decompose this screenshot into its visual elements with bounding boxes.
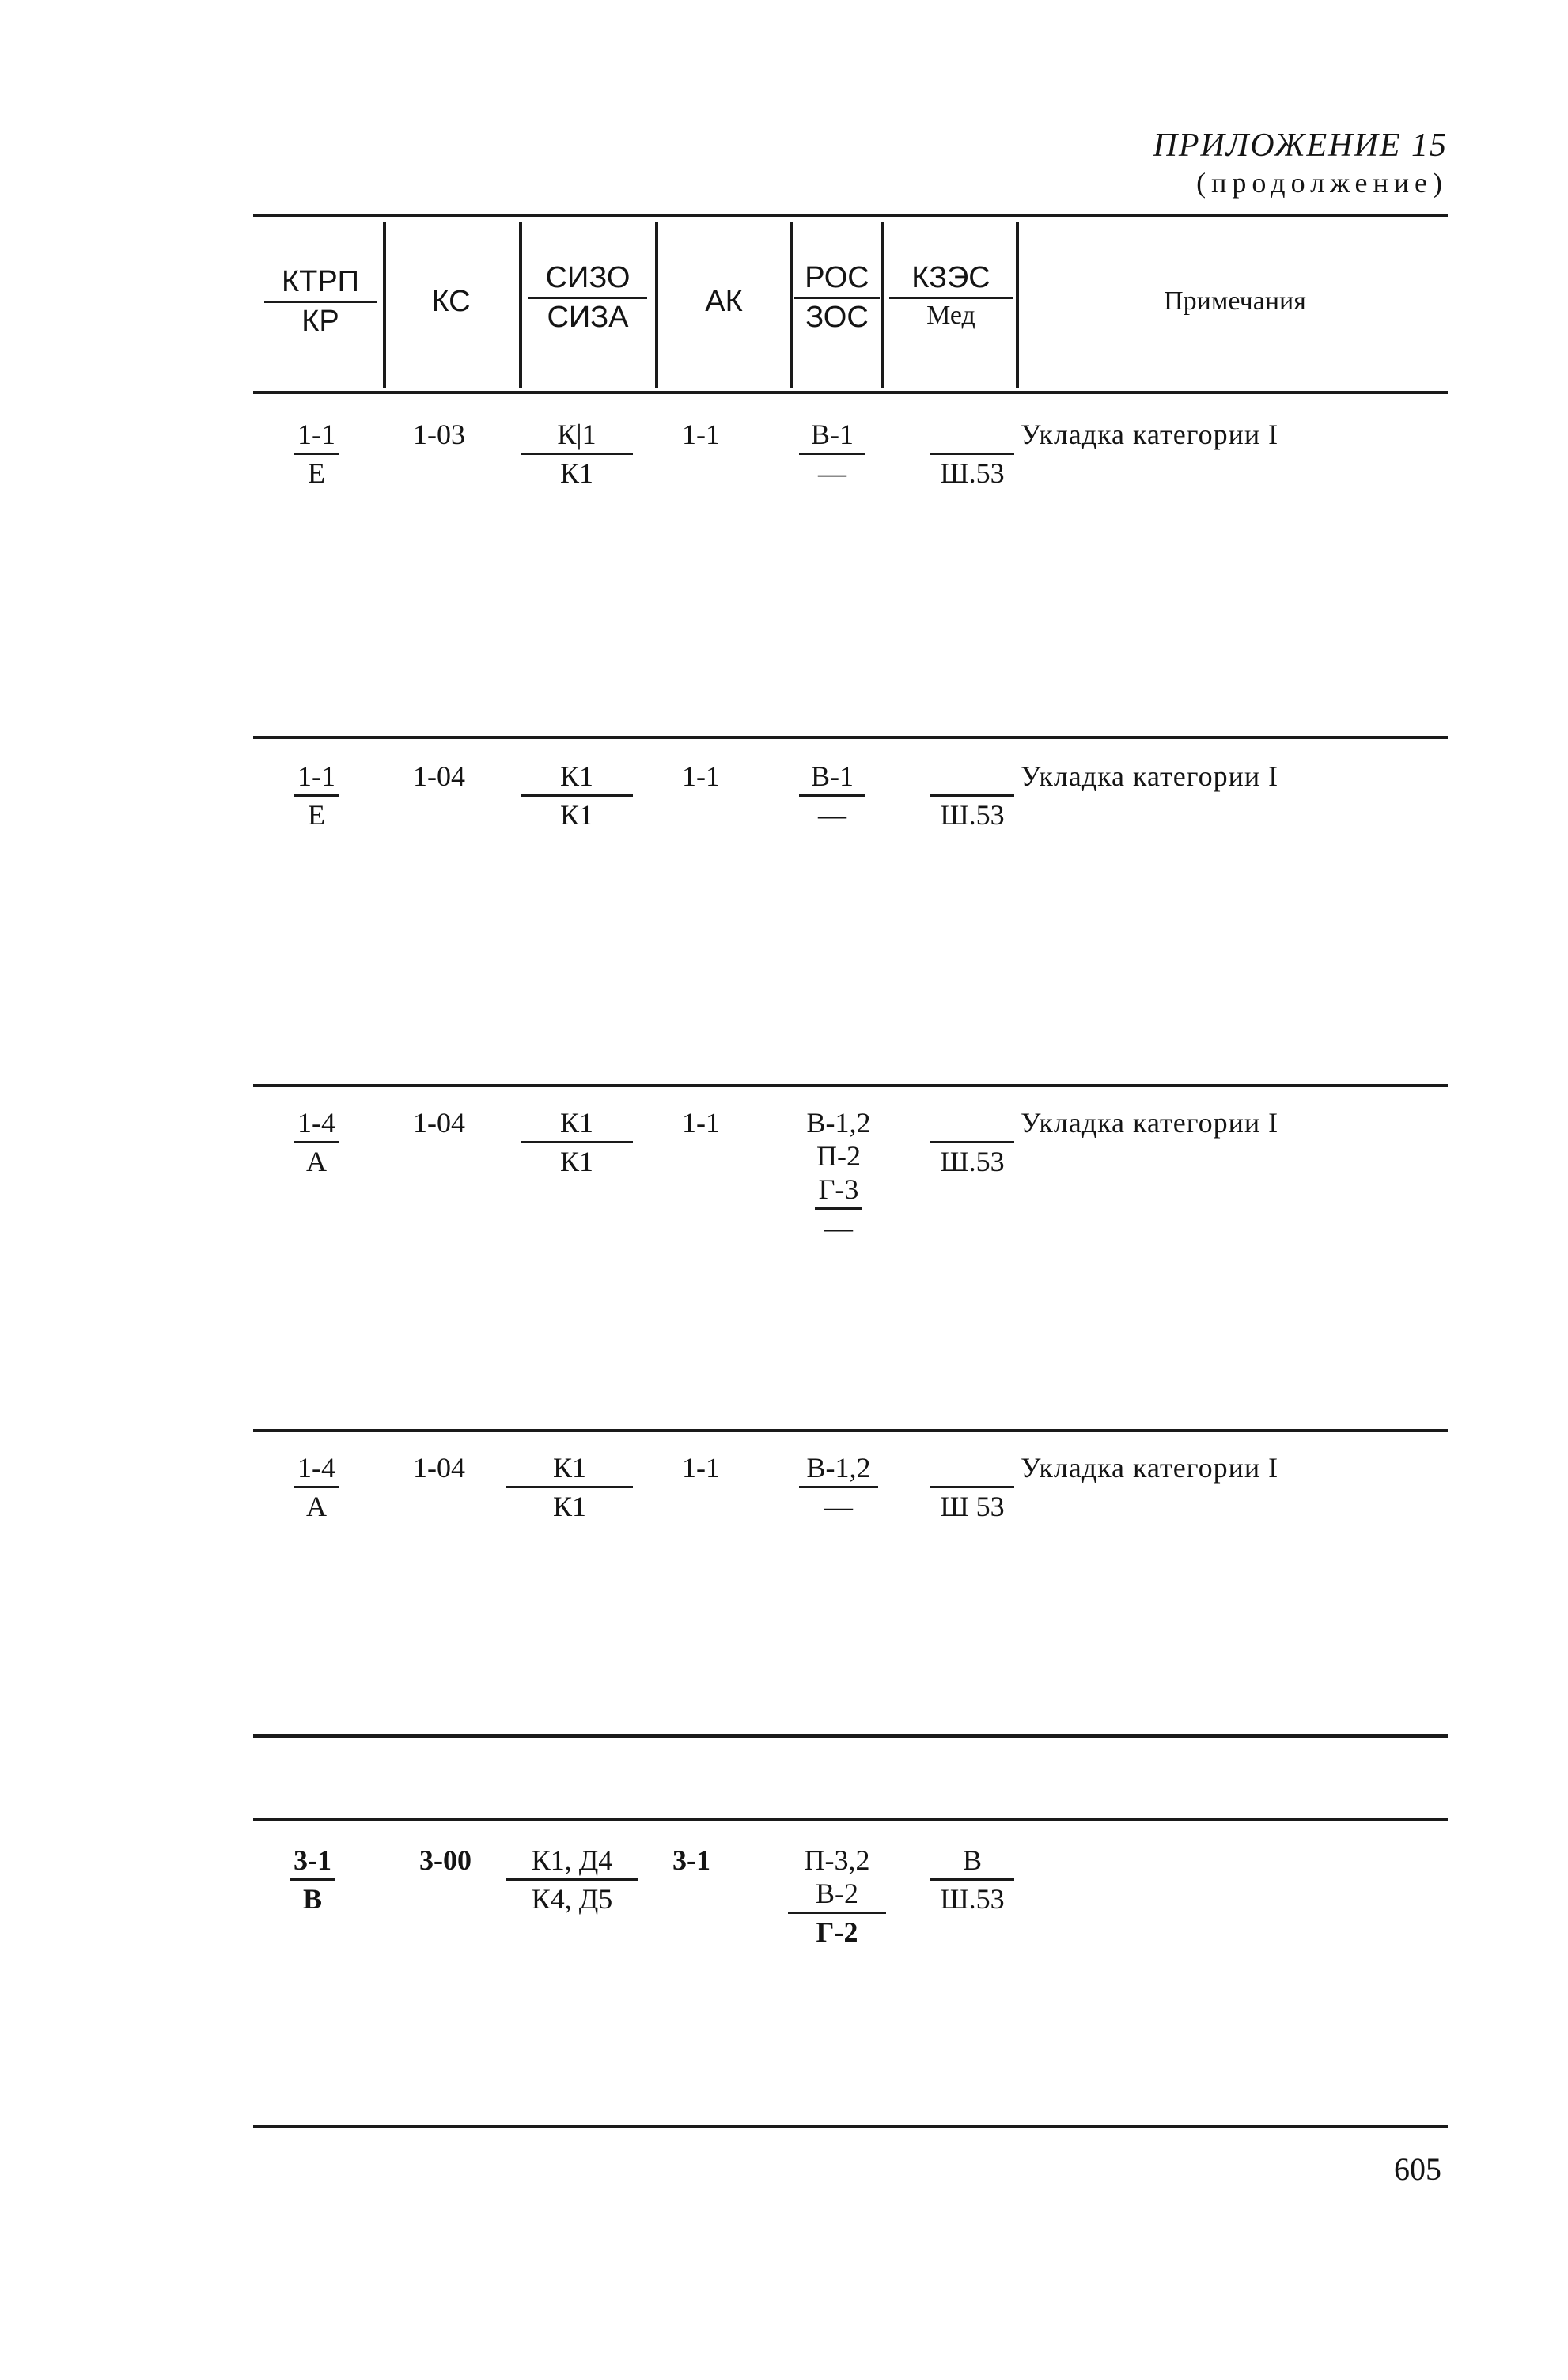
fraction-bar bbox=[506, 1878, 638, 1881]
med-value: Ш.53 bbox=[940, 457, 1005, 489]
ktrp-value: 1-1 bbox=[297, 760, 335, 792]
column-header-kzes-med bbox=[889, 261, 1013, 331]
column-divider bbox=[383, 222, 386, 388]
med-value: Ш 53 bbox=[940, 1491, 1005, 1522]
column-divider bbox=[519, 222, 522, 388]
sizo-value: К1 bbox=[559, 1107, 593, 1139]
fraction-bar bbox=[930, 1486, 1014, 1488]
siza-value: К1 bbox=[552, 1491, 586, 1522]
appendix-heading bbox=[1153, 127, 1448, 199]
header-zos: ЗОС bbox=[805, 301, 869, 334]
column-header-ks: КС bbox=[431, 285, 471, 318]
fraction-bar bbox=[294, 453, 339, 455]
zos-value: — bbox=[818, 457, 846, 489]
cell-ktrp-kr bbox=[281, 1451, 352, 1523]
fraction-bar bbox=[930, 1141, 1014, 1143]
column-divider bbox=[790, 222, 793, 388]
fraction-bar bbox=[815, 1207, 862, 1210]
siza-value: К1 bbox=[559, 1146, 593, 1177]
header-ros: РОС bbox=[805, 261, 869, 294]
note-value: Укладка категории I bbox=[1021, 1452, 1279, 1484]
table-row bbox=[0, 418, 1568, 536]
fraction-bar bbox=[521, 794, 633, 797]
ros-value: П-2 bbox=[816, 1140, 861, 1172]
fraction-bar bbox=[794, 297, 880, 299]
header-kr: КР bbox=[301, 305, 339, 338]
siza-value: К4, Д5 bbox=[531, 1883, 613, 1915]
med-value: Ш.53 bbox=[940, 1883, 1005, 1915]
cell-ktrp-kr bbox=[281, 760, 352, 832]
table-row bbox=[0, 760, 1568, 878]
kzes-value bbox=[930, 418, 1014, 451]
column-header-notes: Примечания bbox=[1164, 286, 1306, 316]
cell-sizo-siza bbox=[521, 418, 633, 490]
sizo-value: К|1 bbox=[557, 419, 597, 450]
row-separator bbox=[253, 1084, 1448, 1087]
page-number: 605 bbox=[1394, 2151, 1441, 2187]
cell-kzes-med bbox=[930, 1451, 1014, 1523]
fraction-bar bbox=[294, 1486, 339, 1488]
cell-ros-zos bbox=[799, 1106, 878, 1245]
column-divider bbox=[881, 222, 884, 388]
ros-value: Г-3 bbox=[818, 1173, 859, 1205]
sizo-value: К1 bbox=[552, 1452, 586, 1484]
fraction-bar bbox=[788, 1912, 886, 1914]
cell-ktrp-kr bbox=[281, 418, 352, 490]
ak-value: 1-1 bbox=[682, 419, 720, 450]
ros-value: В-1 bbox=[811, 760, 854, 792]
column-header-ros-zos bbox=[794, 261, 880, 335]
siza-value: К1 bbox=[559, 799, 593, 831]
fraction-bar bbox=[799, 1486, 878, 1488]
fraction-bar bbox=[930, 1878, 1014, 1881]
kzes-value bbox=[930, 760, 1014, 793]
table-bottom-rule bbox=[253, 2125, 1448, 2128]
cell-ros-zos bbox=[799, 1451, 878, 1523]
sizo-value: К1, Д4 bbox=[531, 1844, 613, 1876]
header-med: Мед bbox=[926, 301, 975, 330]
ktrp-value: 1-4 bbox=[297, 1107, 335, 1139]
ak-value: 3-1 bbox=[672, 1844, 710, 1876]
zos-value: — bbox=[824, 1212, 853, 1244]
header-sizo: СИЗО bbox=[545, 261, 631, 294]
fraction-bar bbox=[889, 297, 1013, 299]
fraction-bar bbox=[506, 1486, 633, 1488]
cell-sizo-siza bbox=[521, 1106, 633, 1178]
med-value: Ш.53 bbox=[940, 1146, 1005, 1177]
cell-sizo-siza bbox=[506, 1844, 638, 1916]
fraction-bar bbox=[930, 453, 1014, 455]
row-separator bbox=[253, 1734, 1448, 1738]
ktrp-value: 1-1 bbox=[297, 419, 335, 450]
ktrp-value: 1-4 bbox=[297, 1452, 335, 1484]
note-value: Укладка категории I bbox=[1021, 760, 1279, 792]
ros-value: В-1,2 bbox=[806, 1452, 871, 1484]
zos-value: — bbox=[818, 799, 846, 831]
table-row bbox=[0, 1844, 1568, 2002]
fraction-bar bbox=[290, 1878, 335, 1881]
ks-value: 3-00 bbox=[419, 1844, 472, 1876]
column-header-ktrp-kr bbox=[261, 265, 380, 339]
ak-value: 1-1 bbox=[682, 1107, 720, 1139]
column-header-ak: АК bbox=[705, 285, 743, 318]
ak-value: 1-1 bbox=[682, 760, 720, 792]
row-separator bbox=[253, 1818, 1448, 1821]
cell-ktrp-kr bbox=[277, 1844, 348, 1916]
cell-kzes-med bbox=[930, 1106, 1014, 1178]
cell-ktrp-kr bbox=[281, 1106, 352, 1178]
cell-kzes-med bbox=[930, 418, 1014, 490]
cell-sizo-siza bbox=[506, 1451, 633, 1523]
appendix-subtitle: (продолжение) bbox=[1196, 167, 1448, 199]
fraction-bar bbox=[528, 297, 647, 299]
table-header-rule bbox=[253, 391, 1448, 394]
header-ktrp: КТРП bbox=[281, 265, 359, 298]
ktrp-value: 3-1 bbox=[294, 1844, 331, 1876]
fraction-bar bbox=[294, 794, 339, 797]
ks-value: 1-04 bbox=[413, 1107, 465, 1139]
table-top-rule bbox=[253, 214, 1448, 217]
ak-value: 1-1 bbox=[682, 1452, 720, 1484]
note-value: Укладка категории I bbox=[1021, 1107, 1279, 1139]
cell-kzes-med bbox=[930, 1844, 1014, 1916]
cell-ros-zos bbox=[799, 418, 865, 490]
kr-value: А bbox=[306, 1491, 327, 1522]
ros-value: В-1,2 bbox=[806, 1107, 871, 1139]
column-header-sizo-siza bbox=[528, 261, 647, 335]
header-kzes: КЗЭС bbox=[911, 261, 990, 294]
ks-value: 1-04 bbox=[413, 760, 465, 792]
table-row bbox=[0, 1451, 1568, 1570]
fraction-bar bbox=[799, 453, 865, 455]
fraction-bar bbox=[521, 453, 633, 455]
kzes-value bbox=[930, 1451, 1014, 1484]
cell-kzes-med bbox=[930, 760, 1014, 832]
kr-value: Е bbox=[308, 799, 325, 831]
ros-value: П-3,2 bbox=[804, 1844, 870, 1876]
zos-value: — bbox=[824, 1491, 853, 1522]
ros-value: Г-2 bbox=[816, 1916, 858, 1948]
column-divider bbox=[655, 222, 658, 388]
ks-value: 1-04 bbox=[413, 1452, 465, 1484]
fraction-bar bbox=[294, 1141, 339, 1143]
kr-value: В bbox=[302, 1883, 322, 1915]
kr-value: Е bbox=[308, 457, 325, 489]
ros-value: В-1 bbox=[811, 419, 854, 450]
fraction-bar bbox=[521, 1141, 633, 1143]
column-divider bbox=[1016, 222, 1019, 388]
appendix-title: ПРИЛОЖЕНИЕ 15 bbox=[1153, 127, 1448, 164]
fraction-bar bbox=[799, 794, 865, 797]
fraction-bar bbox=[264, 301, 377, 303]
cell-sizo-siza bbox=[521, 760, 633, 832]
cell-ros-zos bbox=[788, 1844, 886, 1949]
siza-value: К1 bbox=[559, 457, 593, 489]
kr-value: А bbox=[306, 1146, 327, 1177]
table-row bbox=[0, 1106, 1568, 1264]
row-separator bbox=[253, 736, 1448, 739]
header-siza: СИЗА bbox=[547, 301, 629, 334]
cell-ros-zos bbox=[799, 760, 865, 832]
kzes-value: В bbox=[962, 1844, 982, 1876]
row-separator bbox=[253, 1429, 1448, 1432]
ks-value: 1-03 bbox=[413, 419, 465, 450]
ros-value: В-2 bbox=[816, 1878, 858, 1909]
note-value: Укладка категории I bbox=[1021, 419, 1279, 450]
med-value: Ш.53 bbox=[940, 799, 1005, 831]
sizo-value: К1 bbox=[559, 760, 593, 792]
kzes-value bbox=[930, 1106, 1014, 1139]
fraction-bar bbox=[930, 794, 1014, 797]
